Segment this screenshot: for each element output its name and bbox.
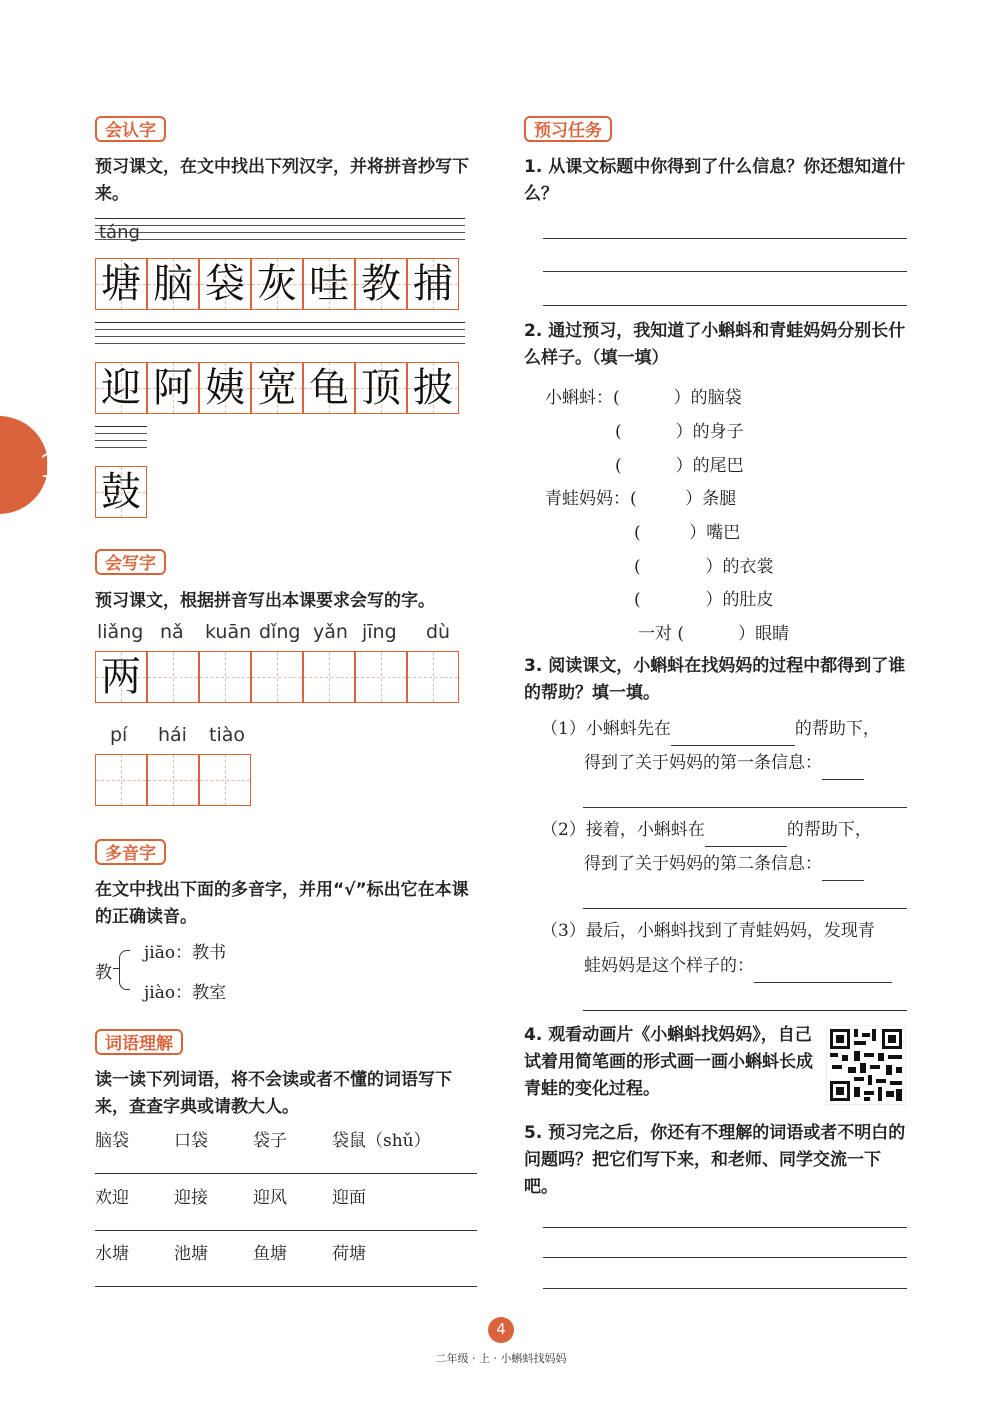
write-box[interactable] xyxy=(251,651,303,703)
blank[interactable] xyxy=(822,759,864,780)
char-box: 阿 xyxy=(147,362,199,414)
q3-part1-line2 xyxy=(584,746,864,780)
write-box[interactable] xyxy=(95,754,147,806)
write-pinyin: dǐng xyxy=(259,621,301,643)
q3-text: 的帮助下， xyxy=(786,820,872,840)
write-pinyin: liǎng xyxy=(97,621,144,643)
write-box[interactable] xyxy=(199,754,251,806)
answer-line[interactable] xyxy=(543,305,907,306)
write-pinyin: nǎ xyxy=(160,621,184,643)
tag-write: 会写字 xyxy=(95,549,166,575)
fill-blank[interactable]: ( ）嘴巴 xyxy=(634,523,741,543)
blank[interactable] xyxy=(705,826,787,847)
write-box[interactable] xyxy=(147,651,199,703)
fill-blank[interactable]: 青蛙妈妈：( ）条腿 xyxy=(545,489,737,509)
page-number: 4 xyxy=(496,1320,506,1338)
char-box: 姨 xyxy=(199,362,251,414)
polyphone-option[interactable]: jiāo：教书 xyxy=(144,943,227,963)
q3-part3: （3）最后，小蝌蚪找到了青蛙妈妈，发现青 xyxy=(541,921,875,941)
question-2: 2. 通过预习，我知道了小蝌蚪和青蛙妈妈分别长什么样子。（填一填） xyxy=(524,321,906,368)
write-pinyin: yǎn xyxy=(313,621,348,643)
write-row-1 xyxy=(95,651,459,703)
q3-text: 得到了关于妈妈的第一条信息： xyxy=(584,753,822,773)
vocab-word: 欢迎 xyxy=(95,1188,129,1208)
brace-mid xyxy=(113,968,120,969)
vocab-word: 脑袋 xyxy=(95,1131,129,1151)
write-box[interactable] xyxy=(355,651,407,703)
vocab-answer-line[interactable] xyxy=(95,1230,477,1231)
question-5: 5. 预习完之后，你还有不理解的词语或者不明白的问题吗？把它们写下来，和老师、同学交流一下吧。 xyxy=(524,1123,906,1197)
vocab-word: 鱼塘 xyxy=(253,1244,287,1264)
blank[interactable] xyxy=(671,725,795,746)
char-box: 龟 xyxy=(303,362,355,414)
write-box: 两 xyxy=(95,651,147,703)
pinyin-lines-3[interactable] xyxy=(95,426,147,454)
fill-blank[interactable]: ( ）的肚皮 xyxy=(634,590,774,610)
vocab-word: 口袋 xyxy=(174,1131,208,1151)
write-box[interactable] xyxy=(303,651,355,703)
write-row-2 xyxy=(95,754,251,806)
write-pinyin: kuān xyxy=(205,621,252,643)
fill-blank[interactable]: 一对 ( ）眼睛 xyxy=(638,624,790,644)
char-row-1 xyxy=(95,258,459,310)
example-pinyin: táng xyxy=(99,222,140,243)
pinyin-lines-2[interactable] xyxy=(95,322,465,350)
vocab-word: 袋鼠（shǔ） xyxy=(332,1131,431,1151)
recognize-instruction: 预习课文，在文中找出下列汉字，并将拼音抄写下来。 xyxy=(95,157,469,204)
q3-text: 的帮助下， xyxy=(794,719,880,739)
write-instruction: 预习课文，根据拼音写出本课要求会写的字。 xyxy=(95,591,435,611)
q3-part1 xyxy=(541,712,880,746)
fill-blank[interactable]: ( ）的尾巴 xyxy=(615,456,744,476)
tag-vocab: 词语理解 xyxy=(95,1029,183,1055)
answer-line[interactable] xyxy=(543,238,907,239)
char-box: 灰 xyxy=(251,258,303,310)
pinyin-lines-1 xyxy=(95,218,465,246)
q3-part2-line2 xyxy=(584,847,864,881)
write-box[interactable] xyxy=(147,754,199,806)
q3-part2 xyxy=(541,813,872,847)
vocab-word: 迎接 xyxy=(174,1188,208,1208)
write-box[interactable] xyxy=(407,651,459,703)
char-box: 披 xyxy=(407,362,459,414)
q3-text: 蛙妈妈是这个样子的： xyxy=(584,956,754,976)
char-box: 袋 xyxy=(199,258,251,310)
question-4: 4. 观看动画片《小蝌蚪找妈妈》，自己试着用简笔画的形式画一画小蝌蚪长成青蛙的变化过程。 xyxy=(524,1025,813,1099)
vocab-word: 迎风 xyxy=(253,1188,287,1208)
write-pinyin: pí xyxy=(110,724,128,746)
tag-polyphone: 多音字 xyxy=(95,839,166,865)
q3-text: （1）小蝌蚪先在 xyxy=(541,719,671,739)
vocab-word: 迎面 xyxy=(332,1188,366,1208)
char-box: 宽 xyxy=(251,362,303,414)
fill-blank[interactable]: ( ）的身子 xyxy=(615,422,744,442)
blank[interactable] xyxy=(754,962,892,983)
tag-recognize: 会认字 xyxy=(95,116,166,142)
answer-line[interactable] xyxy=(583,807,907,808)
chapter-number: 1 xyxy=(38,446,60,486)
write-pinyin: jīng xyxy=(362,621,397,643)
write-box[interactable] xyxy=(199,651,251,703)
polyphone-brace xyxy=(119,950,130,990)
q3-part3-line2 xyxy=(584,949,892,983)
vocab-answer-line[interactable] xyxy=(95,1286,477,1287)
answer-line[interactable] xyxy=(543,1257,907,1258)
qr-code-icon[interactable] xyxy=(826,1025,906,1105)
char-row-2 xyxy=(95,362,459,414)
answer-line[interactable] xyxy=(583,908,907,909)
char-box: 捕 xyxy=(407,258,459,310)
char-box: 鼓 xyxy=(95,466,147,518)
char-box: 顶 xyxy=(355,362,407,414)
fill-blank[interactable]: ( ）的衣裳 xyxy=(634,557,774,577)
fill-blank[interactable]: 小蝌蚪：( ）的脑袋 xyxy=(545,388,742,408)
answer-line[interactable] xyxy=(543,1227,907,1228)
polyphone-char: 教 xyxy=(95,963,112,983)
vocab-word: 水塘 xyxy=(95,1244,129,1264)
vocab-word: 池塘 xyxy=(174,1244,208,1264)
tag-preview-tasks: 预习任务 xyxy=(524,116,612,142)
question-1: 1. 从课文标题中你得到了什么信息？你还想知道什么？ xyxy=(524,157,906,204)
write-pinyin: dù xyxy=(426,621,451,643)
footer-caption: 二年级 · 上 · 小蝌蚪找妈妈 xyxy=(435,1352,567,1365)
vocab-instruction: 读一读下列词语，将不会读或者不懂的词语写下来，查查字典或请教大人。 xyxy=(95,1070,452,1117)
question-3: 3. 阅读课文，小蝌蚪在找妈妈的过程中都得到了谁的帮助？填一填。 xyxy=(524,656,906,703)
polyphone-option[interactable]: jiào：教室 xyxy=(144,983,227,1003)
answer-line[interactable] xyxy=(543,1288,907,1289)
vocab-word: 袋子 xyxy=(253,1131,287,1151)
answer-line[interactable] xyxy=(543,271,907,272)
answer-line[interactable] xyxy=(583,1010,907,1011)
q3-text: 得到了关于妈妈的第二条信息： xyxy=(584,854,822,874)
polyphone-instruction: 在文中找出下面的多音字，并用“√”标出它在本课的正确读音。 xyxy=(95,880,469,927)
q3-text: （2）接着，小蝌蚪在 xyxy=(541,820,705,840)
char-box: 哇 xyxy=(303,258,355,310)
char-box: 塘 xyxy=(95,258,147,310)
write-pinyin: hái xyxy=(158,724,187,746)
write-pinyin: tiào xyxy=(209,724,245,746)
blank[interactable] xyxy=(822,860,864,881)
char-box: 脑 xyxy=(147,258,199,310)
char-box: 教 xyxy=(355,258,407,310)
char-box: 迎 xyxy=(95,362,147,414)
vocab-word: 荷塘 xyxy=(332,1244,366,1264)
vocab-answer-line[interactable] xyxy=(95,1173,477,1174)
char-row-3 xyxy=(95,466,147,518)
